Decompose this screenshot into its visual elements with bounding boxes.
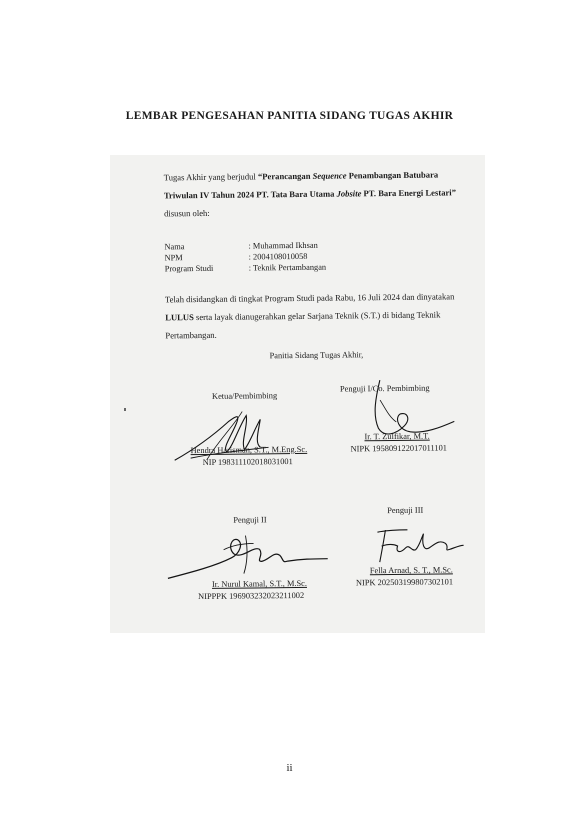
page-number: ii (286, 762, 293, 774)
intro-lead: Tugas Akhir yang berjudul (163, 171, 258, 183)
thesis-title-part2: Penambangan Batubara Triwulan IV Tahun 2024 PT. Tata Bara Utama (163, 169, 439, 201)
identity-label: Nama (164, 242, 185, 252)
penguji2-name: Ir. Nurul Kamal, S.T., M.Sc. (211, 578, 308, 589)
penguji2-id: NIPPPK 196903232023211002 (198, 590, 305, 602)
penguji2-role: Penguji II (233, 515, 267, 525)
declaration-part1: Telah disidangkan di tingkat Program Studi pada Rabu, 16 Juli 2024 dan dinyatakan (164, 291, 455, 305)
declaration-status: LULUS (165, 312, 194, 323)
ketua-role: Ketua/Pembimbing (211, 391, 278, 401)
penguji1-id: NIPK 195809122017011101 (350, 443, 448, 454)
intro-tail: disusun oleh: (164, 207, 210, 219)
declaration-part2: serta layak dianugerahkan gelar Sarjana Teknik (S.T.) di bidang Teknik Pertambangan. (165, 309, 441, 341)
declaration-text (165, 287, 466, 344)
thesis-title-part1: “Perancangan (257, 170, 313, 182)
thesis-title-italic2: Jobsite (336, 188, 362, 199)
page-title: LEMBAR PENGESAHAN PANITIA SIDANG TUGAS AKHIR (125, 110, 454, 122)
penguji3-role: Penguji III (387, 505, 424, 516)
identity-row-name (164, 241, 317, 252)
penguji2-signature (161, 531, 332, 585)
identity-value: : Teknik Pertambangan (248, 262, 327, 273)
scanned-approval-sheet (110, 155, 485, 633)
committee-heading: Panitia Sidang Tugas Akhir, (269, 350, 364, 361)
penguji1-name: Ir. T. Zulfikar, M.T. (364, 431, 430, 442)
identity-label: NPM (164, 253, 183, 263)
identity-label: Program Studi (164, 263, 214, 274)
scan-speck (124, 408, 126, 411)
thesis-intro (164, 165, 465, 222)
penguji3-id: NIPK 202503199807302101 (355, 577, 454, 588)
identity-row-program (165, 263, 326, 274)
ketua-name: Hendra Harisman, S.T., M.Eng.Sc. (190, 444, 308, 456)
identity-value: : 2004108010058 (248, 251, 308, 262)
ketua-id: NIP 198311102018031001 (202, 457, 293, 467)
penguji1-role: Penguji I/Co. Pembimbing (339, 383, 430, 394)
penguji3-name: Fella Arnad, S. T., M.Sc. (369, 565, 453, 576)
thesis-title-part3: PT. Bara Energi Lestari” (361, 187, 457, 199)
thesis-title-italic1: Sequence (312, 170, 347, 181)
identity-row-npm (165, 252, 308, 262)
penguji3-signature (369, 523, 469, 568)
identity-value: : Muhammad Ikhsan (248, 240, 318, 251)
